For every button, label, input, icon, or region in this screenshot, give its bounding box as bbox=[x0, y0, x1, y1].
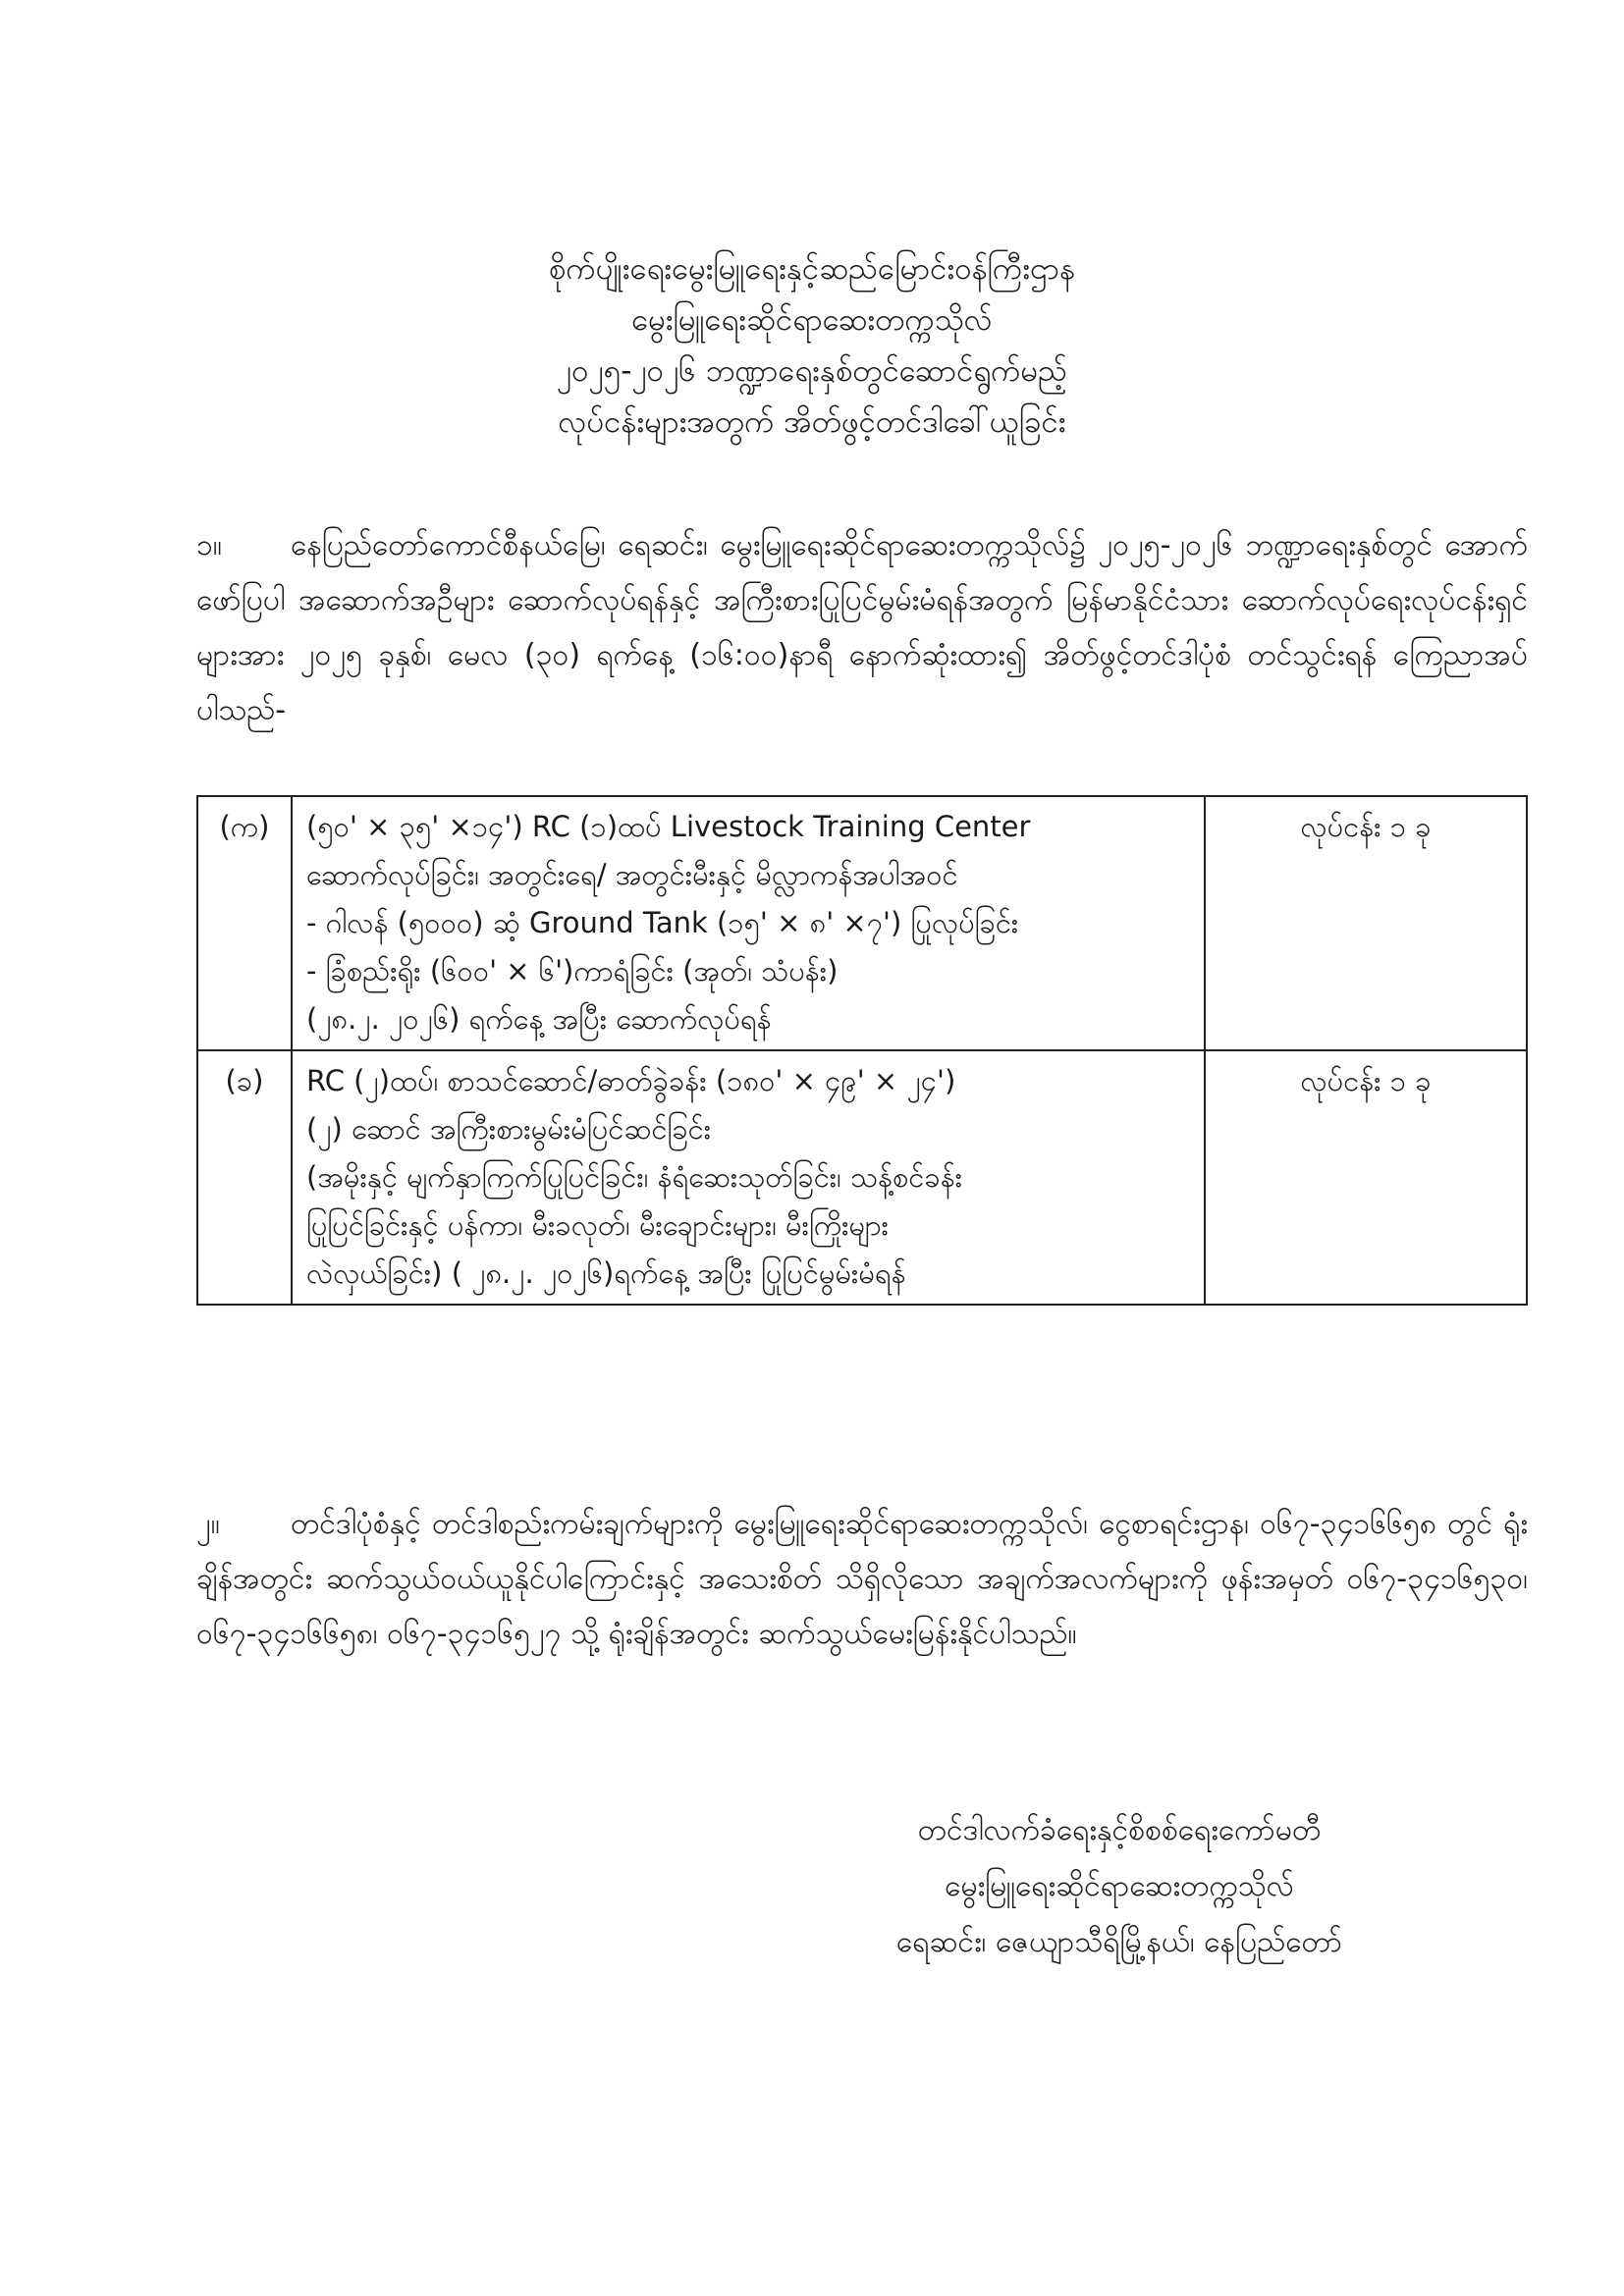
signature-block bbox=[805, 1802, 1434, 1970]
title-tender-call: လုပ်ငန်းများအတွက် အိတ်ဖွင့်တင်ဒါခေါ်ယူခြင်း bbox=[558, 404, 1066, 440]
description-line: လဲလှယ်ခြင်း) ( ၂၈.၂. ၂၀၂၆)ရက်နေ့ အပြီး ပြုပြင်မွမ်းမံရန် bbox=[306, 1256, 906, 1290]
title-university: မွေးမြူရေးဆိုင်ရာဆေးတက္ကသိုလ် bbox=[631, 302, 993, 338]
description-line: (၅၀' × ၃၅' ×၁၄') RC (၁)ထပ် Livestock Training Center bbox=[306, 810, 1031, 843]
description-line: - ဂါလန် (၅၀၀၀) ဆံ့ Ground Tank (၁၅' × ၈' ×၇') ပြုလုပ်ခြင်း bbox=[306, 906, 1019, 939]
title-fiscal-year: ၂၀၂၅-၂၀၂၆ ဘဏ္ဍာရေးနှစ်တွင်ဆောင်ရွက်မည့် bbox=[556, 353, 1068, 389]
row-description bbox=[292, 1050, 1205, 1305]
paragraph-2 bbox=[196, 1497, 1528, 1662]
title-ministry: စိုက်ပျိုးရေးမွေးမြူရေးနှင့်ဆည်မြောင်းဝန်ကြီးဌာန bbox=[548, 251, 1076, 287]
description-line: (၂) ဆောင် အကြီးစားမွမ်းမံပြင်ဆင်ခြင်း bbox=[306, 1112, 712, 1146]
row-label: (ခ) bbox=[197, 1050, 292, 1305]
description-line: ပြုပြင်ခြင်းနှင့် ပန်ကာ၊ မီးခလုတ်၊ မီးချောင်းများ၊ မီးကြိုးများ bbox=[306, 1208, 889, 1242]
paragraph-2-number: ၂။ bbox=[196, 1507, 220, 1541]
row-quantity: လုပ်ငန်း ၁ ခု bbox=[1205, 1050, 1527, 1305]
table-row bbox=[197, 796, 1527, 1050]
paragraph-1 bbox=[196, 518, 1528, 738]
signature-university: မွေးမြူရေးဆိုင်ရာဆေးတက္ကသိုလ် bbox=[945, 1869, 1294, 1903]
description-line: ဆောက်လုပ်ခြင်း၊ အတွင်းရေ/ အတွင်းမီးနှင့် မိလ္လာကန်အပါအဝင် bbox=[306, 858, 958, 891]
description-line: - ခြံစည်းရိုး (၆၀၀' × ၆')ကာရံခြင်း (အုတ်၊ သံပန်း) bbox=[306, 954, 839, 988]
description-line: (၂၈.၂. ၂၀၂၆) ရက်နေ့ အပြီး ဆောက်လုပ်ရန် bbox=[306, 1002, 772, 1036]
row-description bbox=[292, 796, 1205, 1050]
paragraph-1-text: နေပြည်တော်ကောင်စီနယ်မြေ၊ ရေဆင်း၊ မွေးမြူရေးဆိုင်ရာဆေးတက္ကသိုလ်၌ ၂၀၂၅-၂၀၂၆ ဘဏ္ဍာရေးနှစ်တွင် အောက်ဖော်ပြပါ အဆောက်အဦများ ဆောက်လုပ်ရန်နှင့် အကြီးစားပြုပြင်မွမ်းမံရန်အတွက် မြန်မာနိုင်ငံသား ဆောက်လုပ်ရေးလုပ်ငန်းရှင်များအား ၂၀၂၅ ခုနှစ်၊ မေလ (၃၀) ရက်နေ့ (၁၆:၀၀)နာရီ နောက်ဆုံးထား၍ အိတ်ဖွင့်တင်ဒါပုံစံ တင်သွင်းရန် ကြေညာအပ်ပါသည်- bbox=[196, 528, 1528, 727]
description-line: (အမိုးနှင့် မျက်နှာကြက်ပြုပြင်ခြင်း၊ နံရံဆေးသုတ်ခြင်း၊ သန့်စင်ခန်း bbox=[306, 1160, 963, 1194]
signature-location: ရေဆင်း၊ ဇေယျာသီရိမြို့နယ်၊ နေပြည်တော် bbox=[895, 1925, 1343, 1959]
signature-committee: တင်ဒါလက်ခံရေးနှင့်စိစစ်ရေးကော်မတီ bbox=[917, 1813, 1322, 1847]
paragraph-2-text: တင်ဒါပုံစံနှင့် တင်ဒါစည်းကမ်းချက်များကို မွေးမြူရေးဆိုင်ရာဆေးတက္ကသိုလ်၊ ငွေစာရင်းဌာန၊ ၀၆၇-၃၄၁၆၆၅၈ တွင် ရုံးချိန်အတွင်း ဆက်သွယ်ဝယ်ယူနိုင်ပါကြောင်းနှင့် အသေးစိတ် သိရှိလိုသော အချက်အလက်များကို ဖုန်းအမှတ် ၀၆၇-၃၄၁၆၅၃၀၊ ၀၆၇-၃၄၁၆၆၅၈၊ ၀၆၇-၃၄၁၆၅၂၇ သို့ ရုံးချိန်အတွင်း ဆက်သွယ်မေးမြန်းနိုင်ပါသည်။ bbox=[196, 1507, 1528, 1651]
document-title bbox=[196, 243, 1428, 448]
paragraph-1-number: ၁။ bbox=[196, 528, 222, 562]
row-quantity: လုပ်ငန်း ၁ ခု bbox=[1205, 796, 1527, 1050]
tender-items-table bbox=[196, 795, 1528, 1306]
description-line: RC (၂)ထပ်၊ စာသင်ဆောင်/ဓာတ်ခွဲခန်း (၁၈၀' × ၄၉' × ၂၄') bbox=[306, 1064, 956, 1097]
table-row bbox=[197, 1050, 1527, 1305]
row-label: (က) bbox=[197, 796, 292, 1050]
